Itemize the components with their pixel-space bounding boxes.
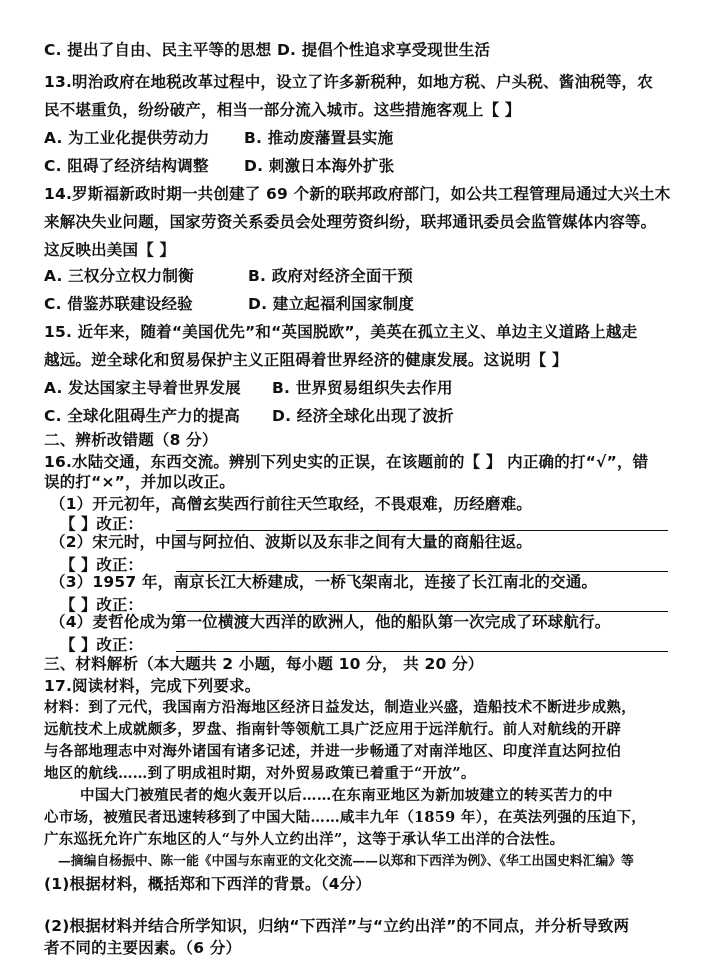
q16-item-1: （1）开元初年，高僧玄奘西行前往天竺取经，不畏艰难，历经磨难。 xyxy=(50,495,532,513)
q16-item-3-fix-label: 【 】改正： xyxy=(60,596,143,614)
q16-item-4: （4）麦哲伦成为第一位横渡大西洋的欧洲人，他的船队第一次完成了环球航行。 xyxy=(50,613,611,631)
q17-stem: 17.阅读材料，完成下列要求。 xyxy=(44,677,261,695)
q15-option-a: A. 发达国家主导着世界发展 xyxy=(44,379,241,397)
q16-stem-line-2: 误的打“×”，并加以改正。 xyxy=(44,473,235,491)
q16-item-4-fix-label: 【 】改正： xyxy=(60,636,143,654)
material-line-6: 心市场，被殖民者迅速转移到了中国大陆……咸丰九年（1859 年），在英法列强的压迫下， xyxy=(44,809,647,826)
section-3-title: 三、材料解析（本大题共 2 小题，每小题 10 分， 共 20 分） xyxy=(44,655,484,673)
q16-item-2: （2）宋元时，中国与阿拉伯、波斯以及东非之间有大量的商船往返。 xyxy=(50,533,532,551)
q13-stem-line-1: 13.明治政府在地税改革过程中，设立了许多新税种，如地方税、户头税、酱油税等，农 xyxy=(44,73,653,91)
q14-option-a: A. 三权分立权力制衡 xyxy=(44,267,194,285)
material-source: —摘编自杨振中、陈一能《中国与东南亚的文化交流——以郑和下西洋为例》、《华工出国史料汇编》等 xyxy=(58,854,634,869)
q14-stem-line-3: 这反映出美国【 】 xyxy=(44,241,176,259)
q15-option-d: D. 经济全球化出现了波折 xyxy=(272,407,454,425)
q13-option-c: C. 阻碍了经济结构调整 xyxy=(44,157,209,175)
q17-part-1: (1)根据材料，概括郑和下西洋的背景。（4分） xyxy=(44,875,372,893)
q14-option-c: C. 借鉴苏联建设经验 xyxy=(44,295,193,313)
q13-option-b: B. 推动废藩置县实施 xyxy=(244,129,394,147)
q14-option-b: B. 政府对经济全面干预 xyxy=(248,267,413,285)
q13-option-a: A. 为工业化提供劳动力 xyxy=(44,129,210,147)
q15-stem-line-1: 15. 近年来，随着“美国优先”和“英国脱欧”，美英在孤立主义、单边主义道路上越走 xyxy=(44,323,638,341)
material-line-5: 中国大门被殖民者的炮火轰开以后……在东南亚地区为新加坡建立的转买苦力的中 xyxy=(80,787,613,804)
q17-part-2-line-2: 者不同的主要因素。（6 分） xyxy=(44,939,242,957)
q16-item-3: （3）1957 年，南京长江大桥建成，一桥飞架南北，连接了长江南北的交通。 xyxy=(50,573,598,591)
q12-options-cd: C. 提出了自由、民主平等的思想 D. 提倡个性追求享受现世生活 xyxy=(44,41,491,59)
section-2-title: 二、辨析改错题（8 分） xyxy=(44,431,218,449)
material-line-4: 地区的航线……到了明成祖时期，对外贸易政策已着重于“开放”。 xyxy=(44,765,476,782)
q15-option-c: C. 全球化阻碍生产力的提高 xyxy=(44,407,240,425)
q16-item-1-answer-line[interactable] xyxy=(176,530,668,531)
material-line-7: 广东巡抚允许广东地区的人“与外人立约出洋”，这等于承认华工出洋的合法性。 xyxy=(44,831,565,848)
material-line-3: 与各部地理志中对海外诸国有诸多记述，并进一步畅通了对南洋地区、印度洋直达阿拉伯 xyxy=(44,743,622,760)
material-line-1: 材料：到了元代，我国南方沿海地区经济日益发达，制造业兴盛，造船技术不断进步成熟， xyxy=(44,699,636,716)
q13-option-d: D. 刺激日本海外扩张 xyxy=(244,157,395,175)
q16-stem-line-1: 16.水陆交通，东西交流。辨别下列史实的正误，在该题前的【 】 内正确的打“√”，错 xyxy=(44,453,649,471)
q14-stem-line-2: 来解决失业问题，国家劳资关系委员会处理劳资纠纷，联邦通讯委员会监管媒体内容等。 xyxy=(44,213,657,231)
q13-stem-line-2: 民不堪重负，纷纷破产，相当一部分流入城市。这些措施客观上【 】 xyxy=(44,101,521,119)
material-line-2: 远航技术上成就颇多，罗盘、指南针等领航工具广泛应用于远洋航行。前人对航线的开辟 xyxy=(44,721,622,738)
q14-option-d: D. 建立起福利国家制度 xyxy=(248,295,415,313)
q16-item-1-fix-label: 【 】改正： xyxy=(60,515,143,533)
q15-stem-line-2: 越远。逆全球化和贸易保护主义正阻碍着世界经济的健康发展。这说明【 】 xyxy=(44,351,568,369)
q17-part-2-line-1: (2)根据材料并结合所学知识，归纳“下西洋”与“立约出洋”的不同点，并分析导致两 xyxy=(44,917,630,935)
q16-item-2-fix-label: 【 】改正： xyxy=(60,556,143,574)
q14-stem-line-1: 14.罗斯福新政时期一共创建了 69 个新的联邦政府部门，如公共工程管理局通过大兴土木 xyxy=(44,185,671,203)
q15-option-b: B. 世界贸易组织失去作用 xyxy=(272,379,453,397)
q16-item-4-answer-line[interactable] xyxy=(176,651,668,652)
